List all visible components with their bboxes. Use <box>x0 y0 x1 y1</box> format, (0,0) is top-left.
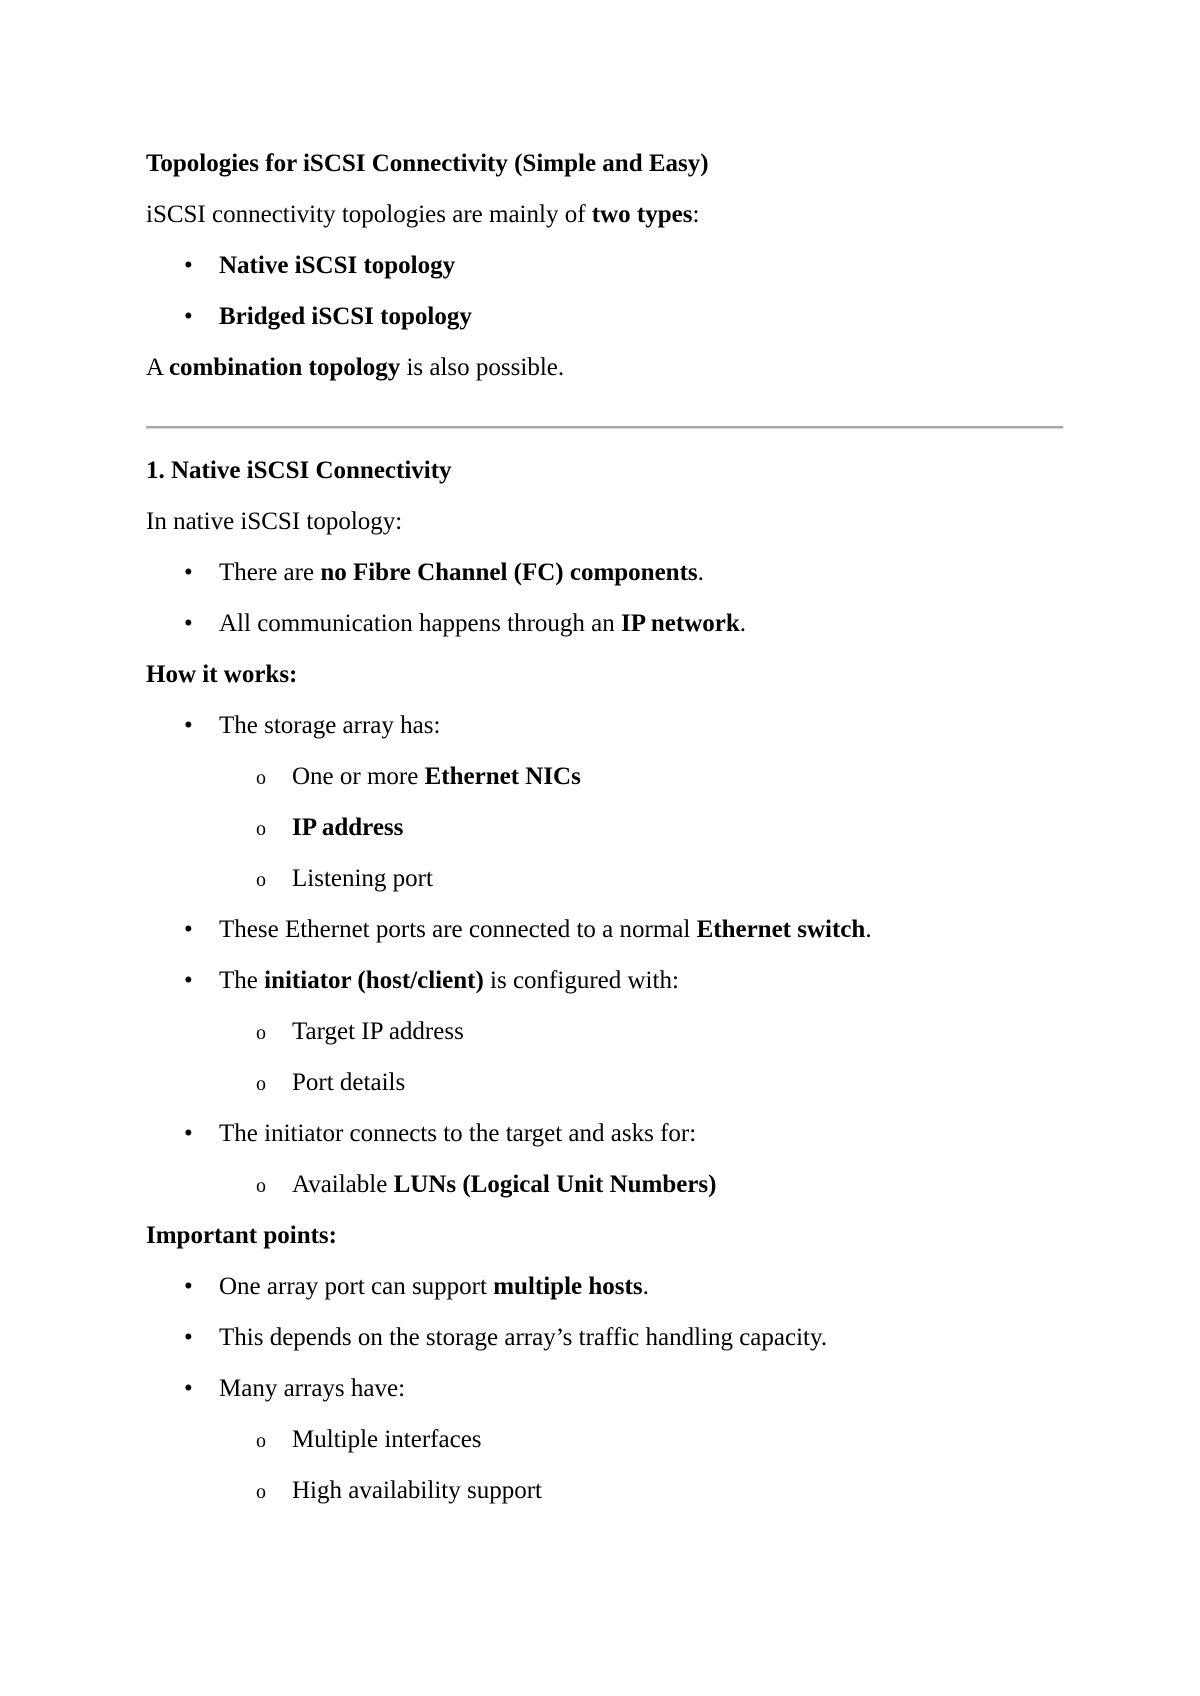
sub-bullet-icon: o <box>256 869 266 891</box>
list-item-bridged: Bridged iSCSI topology <box>219 303 472 330</box>
important-points-heading: Important points: <box>146 1222 337 1249</box>
sub-bullet-icon: o <box>256 1481 266 1503</box>
sub-list-item: Target IP address <box>292 1018 464 1045</box>
list-item: These Ethernet ports are connected to a normal Ethernet switch. <box>219 916 872 943</box>
sub-list-item: Listening port <box>292 865 433 892</box>
list-item: The initiator (host/client) is configured with: <box>219 967 679 994</box>
sub-list-item: IP address <box>292 814 404 841</box>
sub-list-item: Port details <box>292 1069 406 1096</box>
bullet-icon: • <box>184 303 193 330</box>
bullet-icon: • <box>184 1120 193 1147</box>
list-item: The initiator connects to the target and asks for: <box>219 1120 697 1147</box>
bullet-icon: • <box>184 1273 193 1300</box>
bullet-icon: • <box>184 712 193 739</box>
list-item: There are no Fibre Channel (FC) components. <box>219 559 704 586</box>
combination-paragraph: A combination topology is also possible. <box>146 354 565 381</box>
bullet-icon: • <box>184 559 193 586</box>
list-item-native: Native iSCSI topology <box>219 252 456 279</box>
bullet-icon: • <box>184 1375 193 1402</box>
bullet-icon: • <box>184 252 193 279</box>
bullet-icon: • <box>184 610 193 637</box>
sub-list-item: One or more Ethernet NICs <box>292 763 581 790</box>
section-heading: 1. Native iSCSI Connectivity <box>146 457 452 484</box>
sub-list-item: Available LUNs (Logical Unit Numbers) <box>292 1171 717 1198</box>
sub-list-item: High availability support <box>292 1477 542 1504</box>
list-item: All communication happens through an IP network. <box>219 610 747 637</box>
sub-bullet-icon: o <box>256 1175 266 1197</box>
sub-bullet-icon: o <box>256 1073 266 1095</box>
sub-bullet-icon: o <box>256 1022 266 1044</box>
bullet-icon: • <box>184 1324 193 1351</box>
section-intro: In native iSCSI topology: <box>146 508 403 535</box>
list-item: This depends on the storage array’s traffic handling capacity. <box>219 1324 828 1351</box>
sub-bullet-icon: o <box>256 767 266 789</box>
document-title: Topologies for iSCSI Connectivity (Simple and Easy) <box>146 150 709 177</box>
intro-paragraph: iSCSI connectivity topologies are mainly of two types: <box>146 201 700 228</box>
sub-list-item: Multiple interfaces <box>292 1426 482 1453</box>
sub-bullet-icon: o <box>256 818 266 840</box>
how-it-works-heading: How it works: <box>146 661 298 688</box>
bullet-icon: • <box>184 967 193 994</box>
list-item: One array port can support multiple hosts. <box>219 1273 649 1300</box>
bullet-icon: • <box>184 916 193 943</box>
horizontal-divider <box>146 426 1063 429</box>
sub-bullet-icon: o <box>256 1430 266 1452</box>
list-item: Many arrays have: <box>219 1375 406 1402</box>
list-item: The storage array has: <box>219 712 441 739</box>
